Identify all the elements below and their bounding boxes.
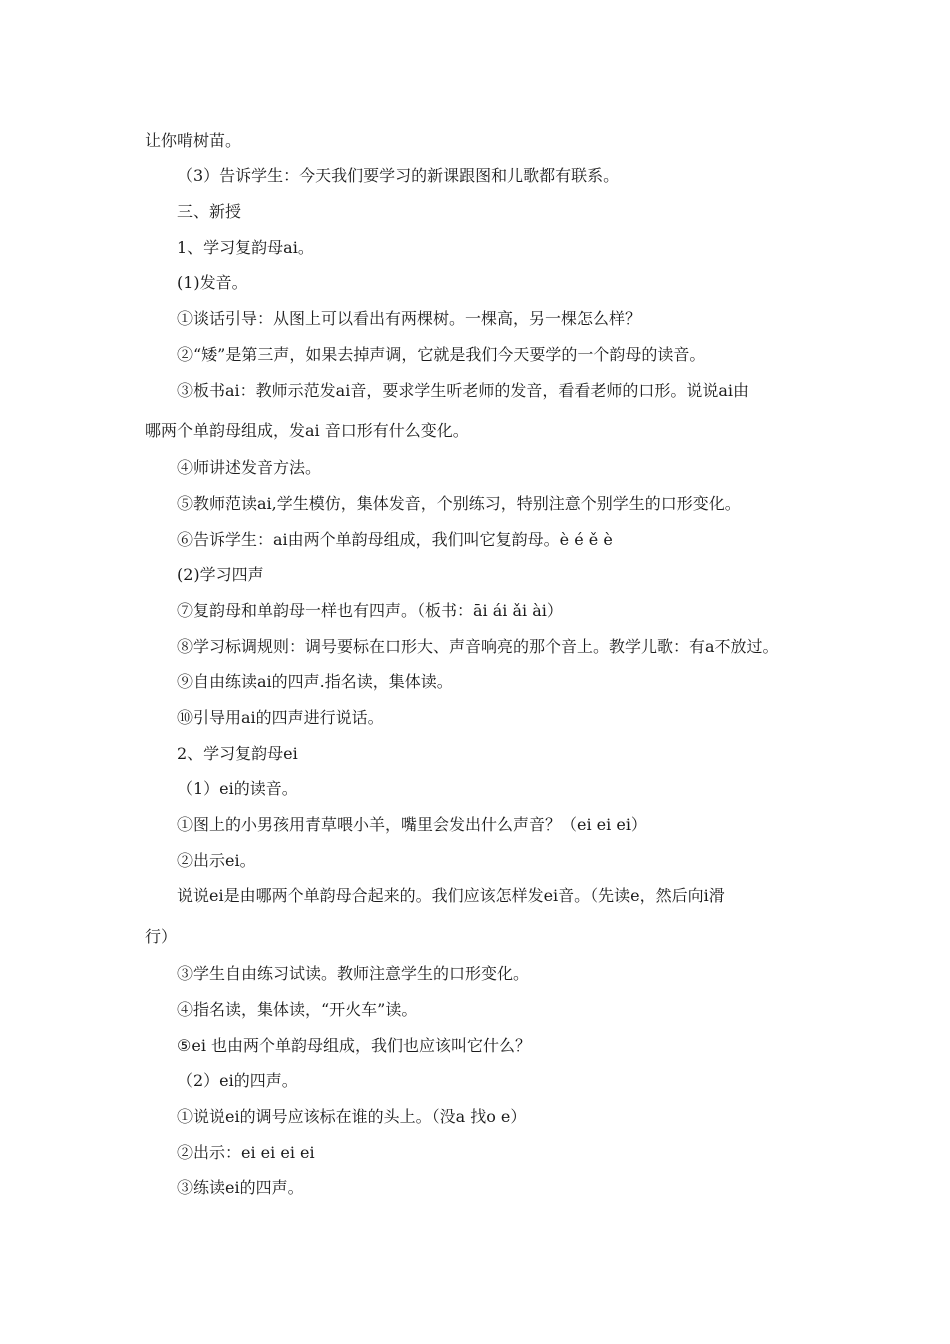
text-line: ⑨自由练读ai的四声.指名读，集体读。 [177, 672, 453, 691]
subsection-heading: 1、学习复韵母ai。 [177, 238, 314, 257]
text-line: ⑥告诉学生：ai由两个单韵母组成，我们叫它复韵母。è é ě è [177, 530, 613, 549]
text-line: 哪两个单韵母组成，发ai 音口形有什么变化。 [145, 421, 469, 440]
text-line: ②“矮”是第三声，如果去掉声调，它就是我们今天要学的一个韵母的读音。 [177, 345, 706, 364]
text-line: （1）ei的读音。 [177, 779, 298, 798]
text-line: 行） [145, 927, 178, 946]
text-line: （2）ei的四声。 [177, 1071, 298, 1090]
subsection-heading: 2、学习复韵母ei [177, 744, 298, 763]
text-line: ③练读ei的四声。 [177, 1178, 304, 1197]
text-line: ④师讲述发音方法。 [177, 458, 322, 477]
text-line: ①说说ei的调号应该标在谁的头上。（没a 找o e） [177, 1107, 527, 1126]
text-line: （3）告诉学生：今天我们要学习的新课跟图和儿歌都有联系。 [177, 166, 620, 185]
text-line: ②出示ei。 [177, 851, 256, 870]
text-line: ⑤教师范读ai,学生模仿，集体发音，个别练习，特别注意个别学生的口形变化。 [177, 494, 741, 513]
text-line: (1)发音。 [177, 273, 248, 292]
text-line: ⑧学习标调规则：调号要标在口形大、声音响亮的那个音上。教学儿歌：有a不放过。 [177, 637, 779, 656]
text-line: 说说ei是由哪两个单韵母合起来的。我们应该怎样发ei音。（先读e，然后向i滑 [177, 886, 725, 905]
text-line: ①图上的小男孩用青草喂小羊，嘴里会发出什么声音？（ei ei ei） [177, 815, 647, 834]
text-line: ①谈话引导：从图上可以看出有两棵树。一棵高，另一棵怎么样？ [177, 309, 642, 328]
text-line: 让你啃树苗。 [145, 131, 242, 150]
text-line: (2)学习四声 [177, 565, 264, 584]
text-line: ③板书ai：教师示范发ai音，要求学生听老师的发音，看看老师的口形。说说ai由 [177, 381, 749, 400]
text-line: ④指名读，集体读，“开火车”读。 [177, 1000, 418, 1019]
text-line: ⑦复韵母和单韵母一样也有四声。（板书：āi ái ǎi ài） [177, 601, 563, 620]
text-line: ③学生自由练习试读。教师注意学生的口形变化。 [177, 964, 530, 983]
text-line: ⑤ei 也由两个单韵母组成，我们也应该叫它什么？ [177, 1036, 532, 1055]
text-line: ②出示：ei ei ei ei [177, 1143, 315, 1162]
section-heading: 三、新授 [177, 202, 242, 221]
text-line: ⑩引导用ai的四声进行说话。 [177, 708, 384, 727]
